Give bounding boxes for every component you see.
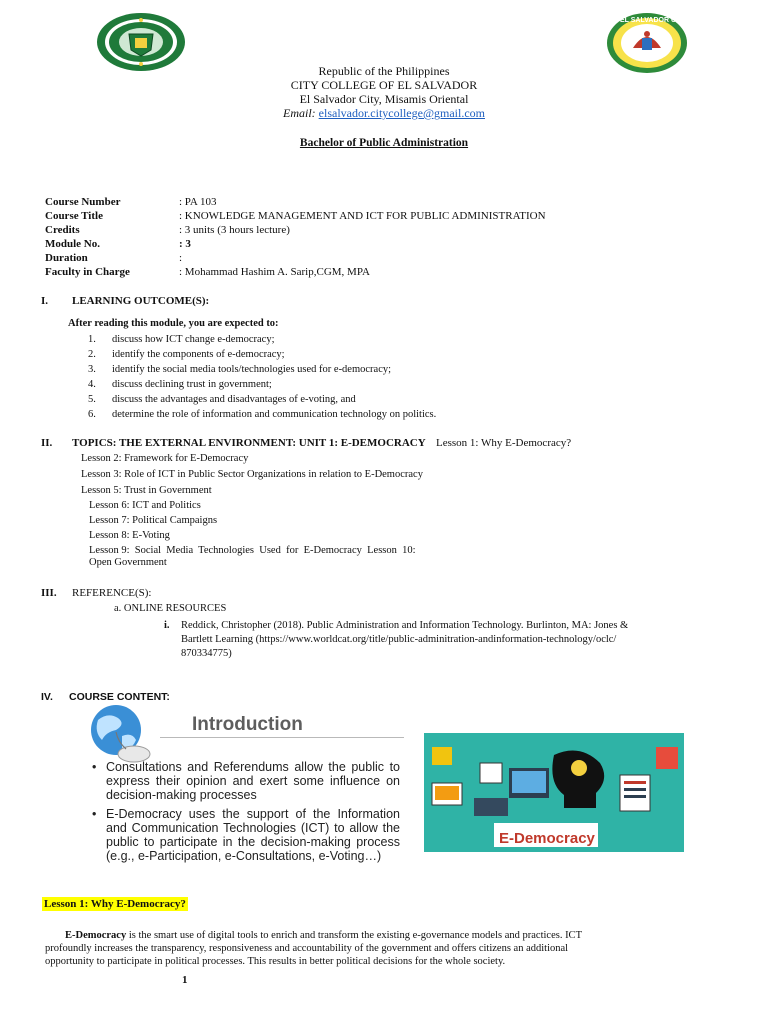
course-info-value: : (179, 252, 183, 264)
outcomes-intro: After reading this module, you are expected to: (68, 318, 279, 329)
course-info-value: : 3 units (3 hours lecture) (179, 224, 290, 236)
course-info-label: Faculty in Charge (45, 266, 130, 278)
section-title: REFERENCE(S): (72, 587, 152, 599)
slide-heading: Introduction (192, 714, 303, 735)
topic-lesson: Lesson 3: Role of ICT in Public Sector Organizations in relation to E-Democracy (81, 469, 423, 480)
outcome-item: 6. determine the role of information and communication technology on politics. (88, 409, 437, 420)
section-1-heading (41, 295, 209, 307)
section-number: III. (41, 587, 57, 599)
e-democracy-term: E-Democracy (65, 930, 127, 941)
lesson-1-topic: Lesson 1: Why E-Democracy? (436, 437, 572, 449)
section-3-heading (41, 587, 151, 599)
online-resources-label: a. ONLINE RESOURCES (114, 603, 227, 614)
globe-mouse-icon (78, 702, 160, 764)
course-info-label: Course Title (45, 210, 103, 222)
outcome-item: 2. identify the components of e-democracy; (88, 349, 285, 360)
lesson-1-heading: Lesson 1: Why E-Democracy? (44, 898, 186, 910)
course-info-value: : KNOWLEDGE MANAGEMENT AND ICT FOR PUBLIC ADMINISTRATION (179, 210, 546, 222)
outcome-item: 4. discuss declining trust in government; (88, 379, 272, 390)
right-logo-text: EL SALVADOR CITY (620, 17, 687, 24)
section-title: COURSE CONTENT: (69, 691, 170, 703)
header-college-name: CITY COLLEGE OF EL SALVADOR (290, 78, 478, 92)
email-label: Email: (282, 106, 316, 120)
course-info-label: Module No. (45, 238, 100, 250)
topic-lesson: Lesson 2: Framework for E-Democracy (81, 453, 249, 464)
section-number: II. (41, 437, 53, 449)
section-number: I. (41, 295, 49, 307)
section-2-heading (41, 437, 571, 449)
course-info-value: : 3 (179, 238, 191, 250)
program-title: Bachelor of Public Administration (299, 137, 469, 149)
outcome-item: 5. discuss the advantages and disadvantages of e-voting, and (88, 394, 356, 405)
header-republic: Republic of the Philippines (318, 64, 450, 78)
page-number: 1 (182, 974, 188, 986)
course-info-label: Duration (45, 252, 88, 264)
reference-number: i. (164, 620, 170, 631)
lesson-1-paragraph (45, 929, 748, 968)
course-info-label: Course Number (45, 196, 121, 208)
section-number: IV. (41, 691, 53, 703)
course-info-value: : PA 103 (179, 196, 217, 208)
e-democracy-illustration (424, 733, 684, 852)
course-info-value: : Mohammad Hashim A. Sarip,CGM, MPA (179, 266, 370, 278)
topic-lesson: Lesson 5: Trust in Government (81, 485, 212, 496)
course-info-label: Credits (45, 224, 80, 236)
paragraph-line: opportunity to participate in political processes. This results in better political decisions for the whole society. (45, 956, 506, 967)
email-link[interactable]: elsalvador.citycollege@gmail.com (318, 106, 485, 120)
reference-line: 870334775) (181, 648, 232, 659)
e-democracy-caption: E-Democracy (499, 830, 595, 847)
outcome-item: 1. discuss how ICT change e-democracy; (88, 334, 275, 345)
paragraph-line: E-Democracy is the smart use of digital tools to enrich and transform the existing e-governance models and practices. ICT (65, 930, 582, 941)
slide-bullet: • E-Democracy uses the support of the Information and Communication Technologies (ICT) to allow the public to participate in the decision-making process (e.g., e-Participation, e-Consultations, e-Voting…) (92, 807, 400, 863)
slide-bullet: • Consultations and Referendums allow the public to express their opinion and exert some influence on decision-making processes (92, 760, 400, 802)
header-address: El Salvador City, Misamis Oriental (299, 92, 469, 106)
topic-lesson: Lesson 9: Social Media Technologies Used for E-Democracy Lesson 10: (89, 545, 416, 556)
topic-lesson: Lesson 8: E-Voting (89, 530, 170, 541)
section-title: TOPICS: THE EXTERNAL ENVIRONMENT: UNIT 1: E-DEMOCRACY (72, 437, 426, 449)
topic-lesson: Lesson 6: ICT and Politics (89, 500, 201, 511)
reference-line: Reddick, Christopher (2018). Public Administration and Information Technology. Burlinton, MA: Jones & (181, 620, 629, 631)
header-email-row (0, 106, 768, 120)
paragraph-line: profoundly increases the transparency, responsiveness and accountability of the government and offers citizens an additional (45, 943, 569, 954)
reference-line: Bartlett Learning (https://www.worldcat.org/title/public-adminitration-andinformation-technology/oclc/ (181, 634, 617, 645)
slide-heading-underline (160, 737, 404, 738)
left-college-seal-logo (96, 12, 186, 72)
outcome-item: 3. identify the social media tools/technologies used for e-democracy; (88, 364, 392, 375)
topic-lesson: Lesson 7: Political Campaigns (89, 515, 218, 526)
topic-lesson: Open Government (89, 557, 167, 568)
section-title: LEARNING OUTCOME(S): (72, 295, 210, 307)
